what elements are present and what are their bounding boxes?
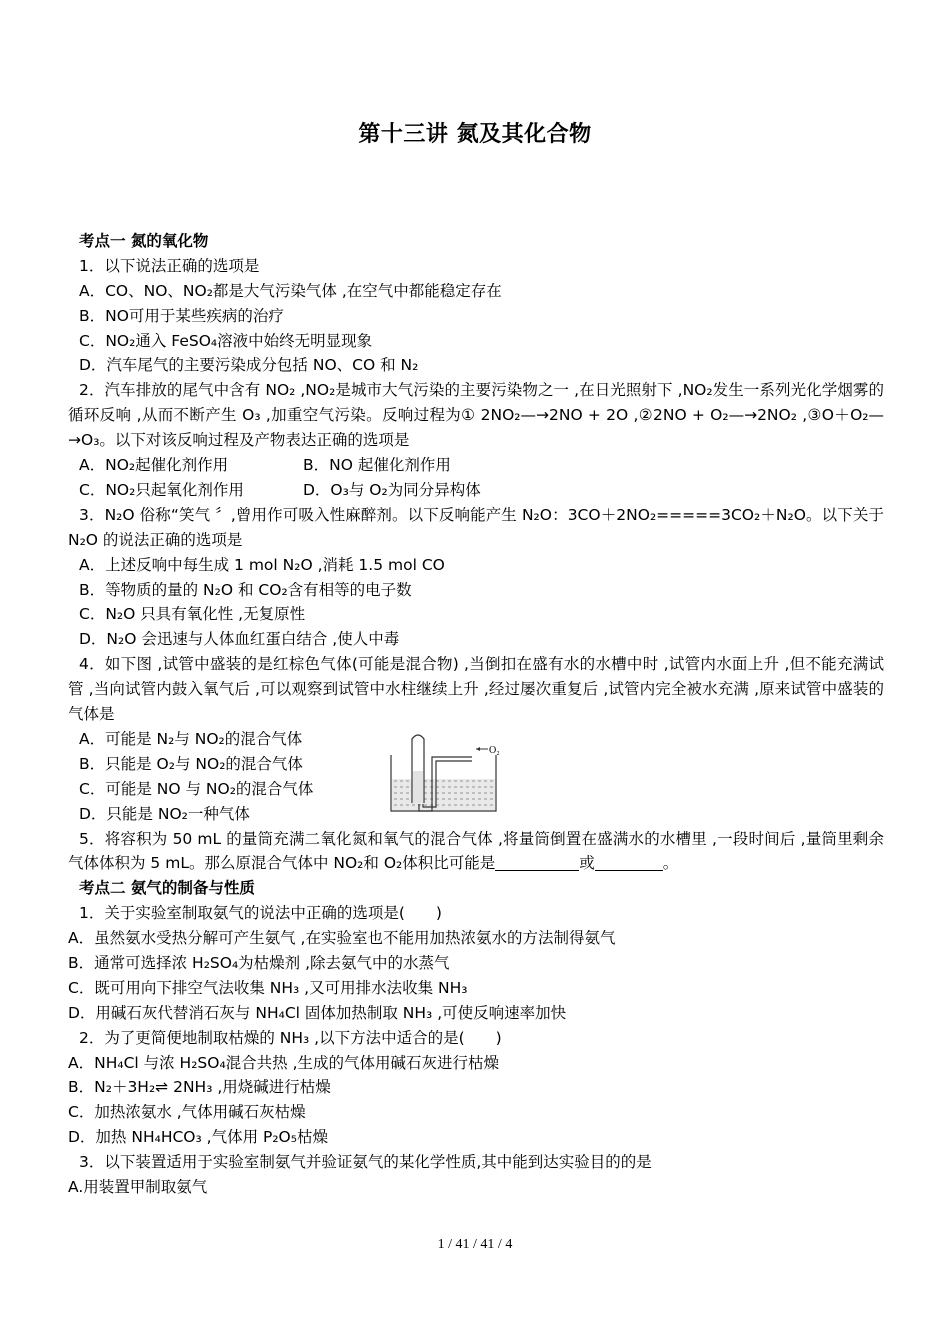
question-4-option-b: B．只能是 O₂与 NO₂的混合气体: [79, 754, 303, 773]
section-heading-2: 考点二 氨气的制备与性质: [79, 879, 255, 898]
question-5-end: 。: [662, 854, 679, 873]
prep-question-2-option-d: D．加热 NH₄HCO₃ ,气体用 P₂O₅枯燥: [68, 1128, 328, 1147]
question-3: 3．N₂O 俗称“笑气 〞,曾用作可吸入性麻醉剂。以下反响能产生 N₂O：3CO＋2NO₂=====3CO₂＋N₂O。以下关于 N₂O 的说法正确的选项是: [68, 505, 884, 549]
question-2: 2．汽车排放的尾气中含有 NO₂ ,NO₂是城市大气污染的主要污染物之一 ,在日光照射下 ,NO₂发生一系列光化学烟雾的循环反响 ,从而不断产生 O₃ ,加重空气污染。反响过程为① 2NO₂—→2NO + 2O ,②2NO + O₂—→2NO₂ ,③O＋O₂—→O₃。以下对该反响过程及产物表达正确的选项是: [68, 381, 884, 450]
prep-question-3: 3．以下装置适用于实验室制氨气并验证氨气的某化学性质,其中能到达实验目的的是: [79, 1153, 652, 1172]
question-2-option-b: B．NO 起催化剂作用: [303, 456, 451, 475]
question-4-options-block: [68, 727, 884, 827]
question-4-option-c: C．可能是 NO 与 NO₂的混合气体: [79, 779, 314, 798]
question-5-or: 或: [579, 854, 595, 873]
question-3-option-c: C．N₂O 只具有氧化性 ,无复原性: [79, 605, 306, 624]
question-5-text: 5．将容积为 50 mL 的量筒充满二氧化氮和氧气的混合气体 ,将量筒倒置在盛满水的水槽里 ,一段时间后 ,量筒里剩余气体体积为 5 mL。那么原混合气体中 NO₂和 O₂体积比可能是: [68, 829, 884, 873]
question-2-option-c: C．NO₂只起氧化剂作用: [79, 480, 244, 499]
question-3-option-a: A．上述反响中每生成 1 mol N₂O ,消耗 1.5 mol CO: [79, 555, 445, 574]
section-heading-1: 考点一 氮的氧化物: [79, 232, 209, 250]
o2-label: O₂: [489, 744, 500, 756]
question-1-option-c: C．NO₂通入 FeSO₄溶液中始终无明显现象: [79, 331, 373, 350]
test-tube-apparatus-figure: [388, 731, 508, 815]
question-2-options-row-1: [68, 453, 884, 478]
question-4-option-d: D．只能是 NO₂一种气体: [79, 804, 250, 823]
question-2-options-row-2: [68, 478, 884, 503]
o2-arrow-head: [476, 747, 480, 751]
prep-question-3-option-a: A.用装置甲制取氨气: [68, 1178, 208, 1196]
question-3-option-d: D．N₂O 会迅速与人体血红蛋白结合 ,使人中毒: [79, 630, 400, 649]
prep-question-1-option-c: C．既可用向下排空气法收集 NH₃ ,又可用排水法收集 NH₃: [68, 978, 468, 997]
question-5: [68, 827, 884, 877]
prep-question-2-option-c: C．加热浓氨水 ,气体用碱石灰枯燥: [68, 1103, 306, 1122]
question-2-option-d: D．O₃与 O₂为同分异构体: [303, 480, 481, 499]
question-1-option-b: B．NO可用于某些疾病的治疗: [79, 306, 284, 325]
page-footer: 1 / 41 / 41 / 4: [437, 1237, 513, 1252]
question-1: 1．以下说法正确的选项是: [79, 256, 260, 275]
prep-question-2: 2．为了更简便地制取枯燥的 NH₃ ,以下方法中适合的是( ): [79, 1028, 502, 1047]
question-1-option-a: A．CO、NO、NO₂都是大气污染气体 ,在空气中都能稳定存在: [79, 281, 502, 300]
tube-water-column: [413, 771, 423, 803]
prep-question-1-option-b: B．通常可选择浓 H₂SO₄为枯燥剂 ,除去氨气中的水蒸气: [68, 953, 450, 972]
document-body: [68, 229, 884, 1200]
prep-question-1-option-a: A．虽然氨水受热分解可产生氨气 ,在实验室也不能用加热浓氨水的方法制得氨气: [68, 929, 616, 948]
question-2-option-a: A．NO₂起催化剂作用: [79, 456, 229, 475]
prep-question-2-option-a: A．NH₄Cl 与浓 H₂SO₄混合共热 ,生成的气体用碱石灰进行枯燥: [68, 1053, 500, 1072]
question-1-option-d: D．汽车尾气的主要污染成分包括 NO、CO 和 N₂: [79, 356, 419, 375]
prep-question-1-option-d: D．用碱石灰代替消石灰与 NH₄Cl 固体加热制取 NH₃ ,可使反响速率加快: [68, 1003, 567, 1022]
question-4-option-a: A．可能是 N₂与 NO₂的混合气体: [79, 729, 303, 748]
answer-blank-2[interactable]: [595, 854, 663, 871]
prep-question-1: 1．关于实验室制取氨气的说法中正确的选项是( ): [79, 904, 442, 923]
question-4: 4．如下图 ,试管中盛装的是红棕色气体(可能是混合物) ,当倒扣在盛有水的水槽中时 ,试管内水面上升 ,但不能充满试管 ,当向试管内鼓入氧气后 ,可以观察到试管中水柱继续上升 ,经过屡次重复后 ,试管内完全被水充满 ,原来试管中盛装的气体是: [68, 655, 884, 724]
prep-question-2-option-b: B．N₂＋3H₂⇌ 2NH₃ ,用烧碱进行枯燥: [68, 1078, 331, 1097]
question-3-option-b: B．等物质的量的 N₂O 和 CO₂含有相等的电子数: [79, 580, 412, 599]
page-title: 第十三讲 氮及其化合物: [358, 122, 592, 147]
answer-blank-1[interactable]: [495, 854, 579, 871]
